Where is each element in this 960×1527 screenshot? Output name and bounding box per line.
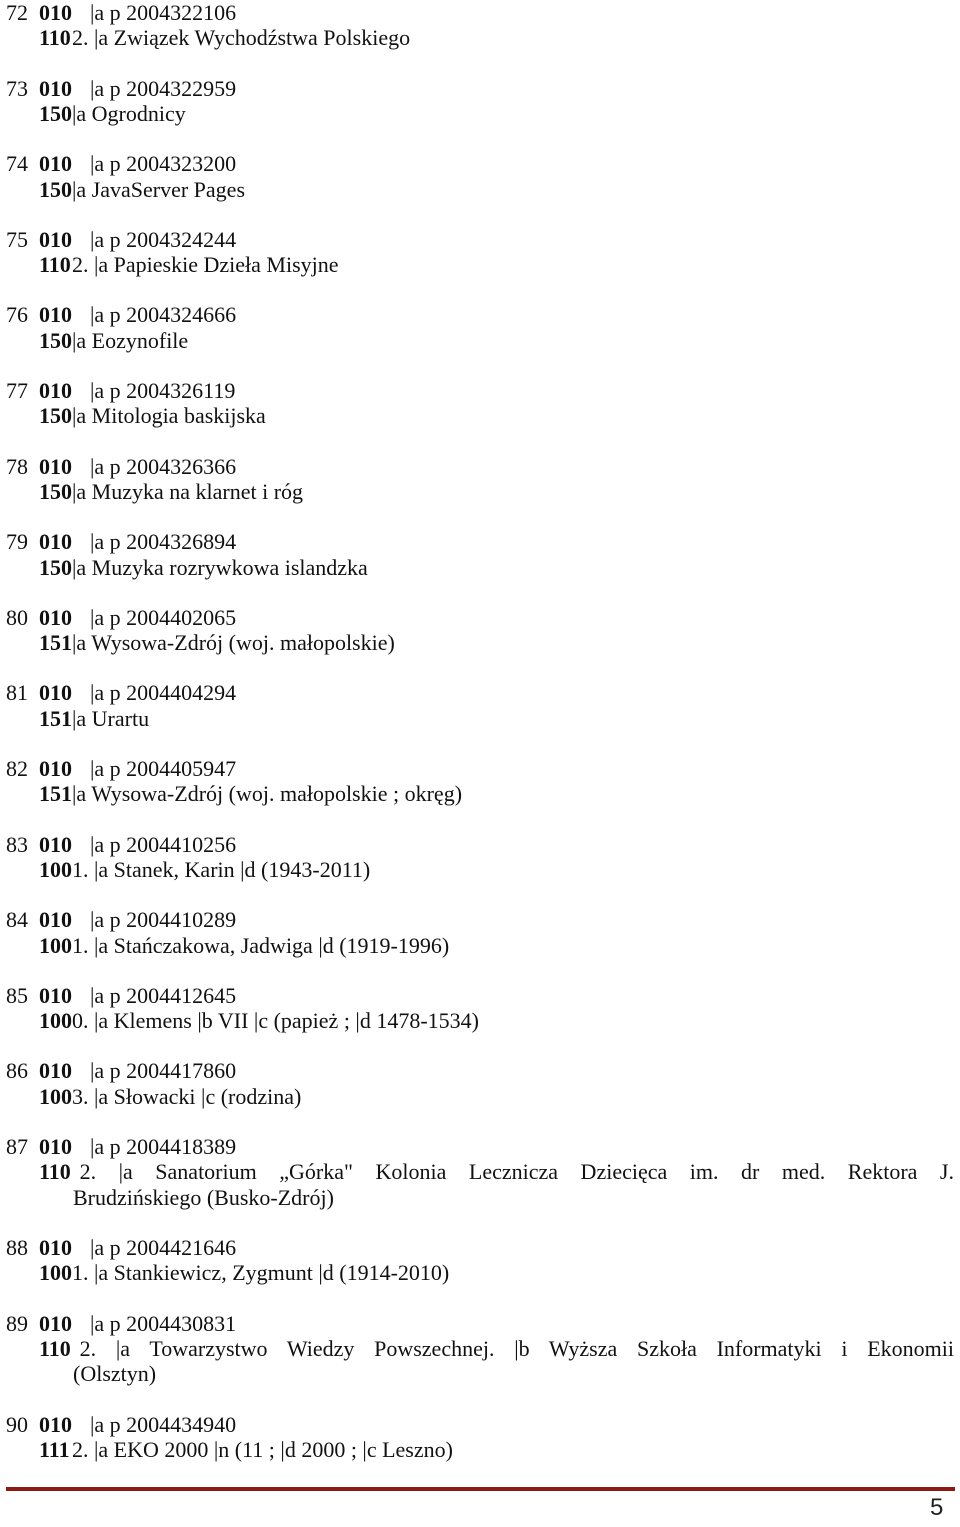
record-heading-line: [0, 630, 958, 655]
record-control-line: [0, 983, 958, 1008]
field-value: |a p 2004322106: [90, 0, 237, 25]
record-number: 87: [6, 1134, 28, 1159]
record-control-line: [0, 302, 958, 327]
field-tag: 010: [39, 1235, 72, 1260]
record-number: 83: [6, 831, 28, 857]
field-value: 2. |a Papieskie Dzieła Misyjne: [72, 252, 339, 278]
record-number: 73: [6, 75, 28, 101]
record-heading-line: [0, 479, 958, 504]
field-tag: 150: [39, 176, 72, 202]
record-heading-line: [0, 25, 958, 50]
field-tag: 110: [39, 252, 71, 278]
field-tag: 010: [39, 453, 72, 479]
field-tag: 100: [39, 856, 72, 882]
record-heading-line: [0, 1084, 958, 1109]
field-tag: 010: [39, 831, 72, 857]
page-number: 5: [930, 1494, 944, 1521]
record-control-line: [0, 227, 958, 252]
record-control-line: [0, 605, 958, 630]
record-number: 90: [6, 1411, 28, 1437]
field-tag: 151: [39, 630, 72, 656]
field-tag: 010: [39, 302, 72, 328]
field-value: |a p 2004410289: [90, 907, 237, 933]
field-tag: 150: [39, 403, 72, 429]
record-heading-continuation: [0, 1361, 958, 1386]
field-value: 2. |a EKO 2000 |n (11 ; |d 2000 ; |c Leszno): [72, 1436, 453, 1462]
record-number: 89: [6, 1310, 28, 1336]
field-value: |a p 2004402065: [90, 604, 237, 630]
field-tag: 100: [39, 1008, 72, 1034]
field-value: |a p 2004324666: [90, 302, 237, 328]
field-value: |a p 2004324244: [90, 226, 237, 252]
record-control-line: [0, 832, 958, 857]
field-tag: 010: [39, 907, 72, 933]
field-value: |a Urartu: [72, 705, 150, 731]
field-value: |a p 2004417860: [90, 1058, 237, 1084]
record-number: 76: [6, 302, 28, 328]
record-number: 75: [6, 226, 28, 252]
record-heading-line: [0, 403, 958, 428]
record-heading-line: [0, 706, 958, 731]
record-number: 78: [6, 453, 28, 479]
field-tag: 010: [39, 604, 72, 630]
field-value: |a p 2004323200: [90, 151, 237, 177]
record-heading-continuation: [0, 1185, 958, 1210]
record-number: 82: [6, 756, 28, 781]
field-tag: 010: [39, 982, 72, 1008]
field-value: |a Ogrodnicy: [72, 100, 186, 126]
record-control-line: [0, 756, 958, 781]
record-heading-line: [0, 101, 958, 126]
field-tag: 010: [39, 680, 72, 706]
record-heading-line: [0, 555, 958, 580]
field-value: 2. |a Towarzystwo Wiedzy Powszechnej. |b Wyższa Szkoła Informatyki i Ekonomii: [79, 1335, 954, 1361]
field-value: |a Wysowa-Zdrój (woj. małopolskie): [72, 630, 395, 656]
record-heading-line: [0, 1159, 958, 1184]
justified-heading: [39, 1159, 954, 1184]
record-heading-line: [0, 1008, 958, 1033]
record-number: 79: [6, 529, 28, 555]
record-control-line: [0, 378, 958, 403]
field-tag: 100: [39, 1260, 72, 1286]
field-tag: 010: [39, 378, 72, 403]
field-value: |a p 2004412645: [90, 982, 237, 1008]
field-value: |a p 2004404294: [90, 680, 237, 706]
field-value: |a JavaServer Pages: [72, 176, 246, 202]
record-control-line: [0, 0, 958, 25]
field-value: (Olsztyn): [73, 1361, 157, 1387]
record-control-line: [0, 1058, 958, 1083]
field-tag: 010: [39, 151, 72, 177]
justified-heading: [39, 1336, 954, 1361]
field-tag: 010: [39, 0, 72, 25]
field-value: |a p 2004410256: [90, 831, 237, 857]
footer-rule: [6, 1487, 955, 1491]
record-heading-line: [0, 781, 958, 806]
record-control-line: [0, 529, 958, 554]
record-number: 85: [6, 982, 28, 1008]
record-control-line: [0, 680, 958, 705]
record-heading-line: [0, 1336, 958, 1361]
field-tag: 010: [39, 1134, 72, 1159]
field-value: |a p 2004430831: [90, 1310, 237, 1336]
field-tag: 150: [39, 478, 72, 504]
field-tag: 150: [39, 327, 72, 353]
field-tag: 151: [39, 705, 72, 731]
field-tag: 010: [39, 75, 72, 101]
field-tag: 110: [39, 1335, 71, 1361]
field-value: |a Muzyka rozrywkowa islandzka: [72, 554, 368, 580]
field-value: |a p 2004322959: [90, 75, 237, 101]
record-number: 77: [6, 378, 28, 403]
field-value: 2. |a Sanatorium „Górka" Kolonia Lecznicza Dziecięca im. dr med. Rektora J.: [79, 1159, 954, 1185]
record-number: 80: [6, 604, 28, 630]
field-tag: 010: [39, 1310, 72, 1336]
field-value: Brudzińskiego (Busko-Zdrój): [73, 1184, 334, 1210]
field-value: |a Muzyka na klarnet i róg: [72, 478, 304, 504]
field-tag: 110: [39, 1159, 71, 1185]
field-tag: 010: [39, 1411, 72, 1437]
field-value: 1. |a Stanek, Karin |d (1943-2011): [72, 856, 371, 882]
field-tag: 010: [39, 756, 72, 781]
field-tag: 010: [39, 529, 72, 555]
field-value: |a p 2004326894: [90, 529, 237, 555]
field-value: |a p 2004405947: [90, 756, 237, 781]
field-tag: 150: [39, 100, 72, 126]
field-value: |a Mitologia baskijska: [72, 403, 266, 429]
field-tag: 100: [39, 1083, 72, 1109]
field-tag: 151: [39, 781, 72, 807]
field-value: |a p 2004421646: [90, 1235, 237, 1260]
field-tag: 100: [39, 932, 72, 958]
record-control-line: [0, 1412, 958, 1437]
record-control-line: [0, 1311, 958, 1336]
record-number: 81: [6, 680, 28, 706]
field-tag: 010: [39, 1058, 72, 1084]
record-control-line: [0, 1134, 958, 1159]
record-heading-line: [0, 252, 958, 277]
record-heading-line: [0, 1437, 958, 1462]
field-value: 1. |a Stańczakowa, Jadwiga |d (1919-1996): [72, 932, 450, 958]
field-value: 2. |a Związek Wychodźstwa Polskiego: [72, 25, 411, 51]
record-heading-line: [0, 328, 958, 353]
field-value: |a Wysowa-Zdrój (woj. małopolskie ; okręg): [72, 781, 463, 807]
record-control-line: [0, 151, 958, 176]
field-value: 0. |a Klemens |b VII |c (papież ; |d 1478-1534): [72, 1008, 479, 1034]
record-control-line: [0, 76, 958, 101]
field-tag: 110: [39, 25, 71, 51]
record-control-line: [0, 1235, 958, 1260]
field-value: |a p 2004418389: [90, 1134, 237, 1159]
record-number: 88: [6, 1235, 28, 1260]
field-value: 1. |a Stankiewicz, Zygmunt |d (1914-2010): [72, 1260, 450, 1286]
field-tag: 010: [39, 226, 72, 252]
record-number: 72: [6, 0, 28, 25]
field-tag: 150: [39, 554, 72, 580]
record-heading-line: [0, 1260, 958, 1285]
record-number: 84: [6, 907, 28, 933]
record-control-line: [0, 454, 958, 479]
record-heading-line: [0, 177, 958, 202]
field-value: |a p 2004326366: [90, 453, 237, 479]
record-heading-line: [0, 933, 958, 958]
field-value: |a Eozynofile: [72, 327, 189, 353]
field-tag: 111: [39, 1436, 70, 1462]
field-value: |a p 2004434940: [90, 1411, 237, 1437]
record-number: 74: [6, 151, 28, 177]
field-value: |a p 2004326119: [90, 378, 236, 403]
record-heading-line: [0, 857, 958, 882]
record-number: 86: [6, 1058, 28, 1084]
record-control-line: [0, 907, 958, 932]
field-value: 3. |a Słowacki |c (rodzina): [72, 1083, 302, 1109]
